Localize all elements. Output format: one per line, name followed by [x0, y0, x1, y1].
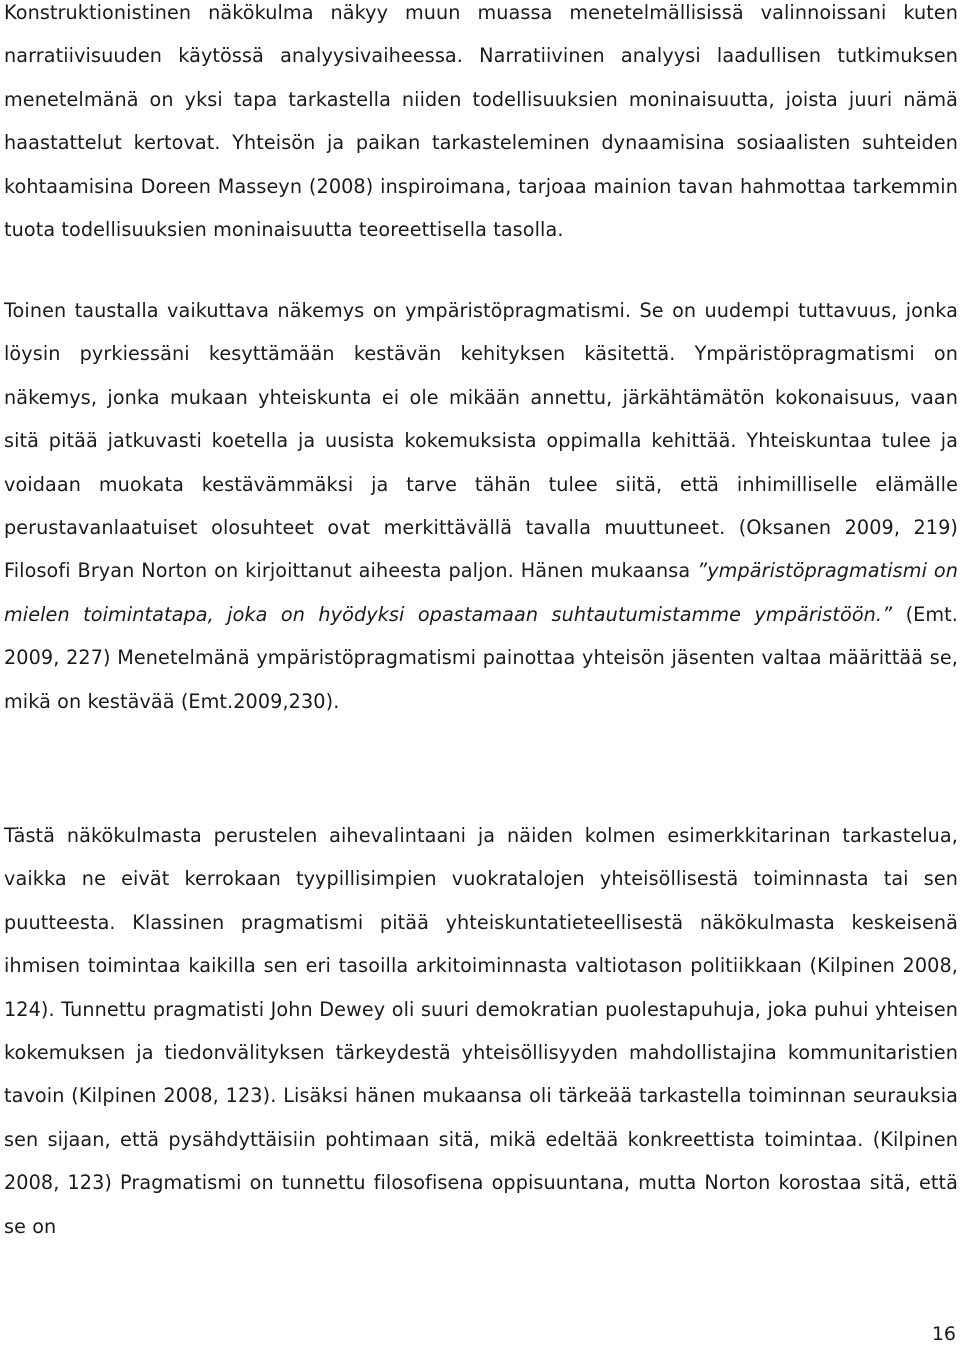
paragraph-environmental-pragmatism [4, 289, 958, 723]
paragraph-constructionism: Konstruktionistinen näkökulma näkyy muun muassa menetelmällisissä valinnoissani kuten narratiivisuuden käytössä analyysivaiheessa. Narratiivinen analyysi laadullisen tutkimuksen menetelmänä on yksi tapa tarkastella niiden todellisuuksien moninaisuutta, joista juuri nämä haastattelut kertovat. Yhteisön ja paikan tarkasteleminen dynaamisina sosiaalisten suhteiden kohtaamisina Doreen Masseyn (2008) inspiroimana, tarjoaa mainion tavan hahmottaa tarkemmin tuota todellisuuksien moninaisuutta teoreettisella tasolla. [4, 1, 958, 242]
paragraph-text: (Emt. 2009, 227) Menetelmänä ympäristöpragmatismi painottaa yhteisön jäsenten valtaa määrittää se, mikä on kestävää (Emt.2009,230). [4, 602, 958, 713]
paragraph-text: Toinen taustalla vaikuttava näkemys on ympäristöpragmatismi. Se on uudempi tuttavuus, jonka löysin pyrkiessäni kesyttämään kestävän kehityksen käsitettä. Ympäristöpragmatismi on näkemys, jonka mukaan yhteiskunta ei ole mikään annettu, järkähtämätön kokonaisuus, vaan sitä pitää jatkuvasti koetella ja uusista kokemuksista oppimalla kehittää. Yhteiskuntaa tulee ja voidaan muokata kestävämmäksi ja tarve tähän tulee siitä, että inhimilliselle elämälle perustavanlaatuiset olosuhteet ovat merkittävällä tavalla muuttuneet. (Oksanen 2009, 219) Filosofi Bryan Norton on kirjoittanut aiheesta paljon. Hänen mukaansa [4, 299, 958, 583]
paragraph-classical-pragmatism: Tästä näkökulmasta perustelen aihevalintaani ja näiden kolmen esimerkkitarinan tarkastelua, vaikka ne eivät kerrokaan tyypillisimpien vuokratalojen yhteisöllisestä toiminnasta tai sen puutteesta. Klassinen pragmatismi pitää yhteiskuntatieteellisestä näkökulmasta keskeisenä ihmisen toimintaa kaikilla sen eri tasoilla arkitoiminnasta valtiotason politiikkaan (Kilpinen 2008, 124). Tunnettu pragmatisti John Dewey oli suuri demokratian puolestapuhuja, joka puhui yhteisen kokemuksen ja tiedonvälityksen tärkeydestä yhteisöllisyyden mahdollistajina kommunitaristien tavoin (Kilpinen 2008, 123). Lisäksi hänen mukaansa oli tärkeää tarkastella toiminnan seurauksia sen sijaan, että pysähdyttäisiin pohtimaan sitä, mikä edeltää konkreettista toimintaa. (Kilpinen 2008, 123) Pragmatismi on tunnettu filosofisena oppisuuntana, mutta Norton korostaa sitä, että se on [4, 824, 958, 1238]
norton-quote: ”ympäristöpragmatismi on mielen toimintatapa, joka on hyödyksi opastamaan suhtautumistamme ympäristöön.” [4, 559, 958, 626]
page-number: 16 [931, 1323, 956, 1345]
